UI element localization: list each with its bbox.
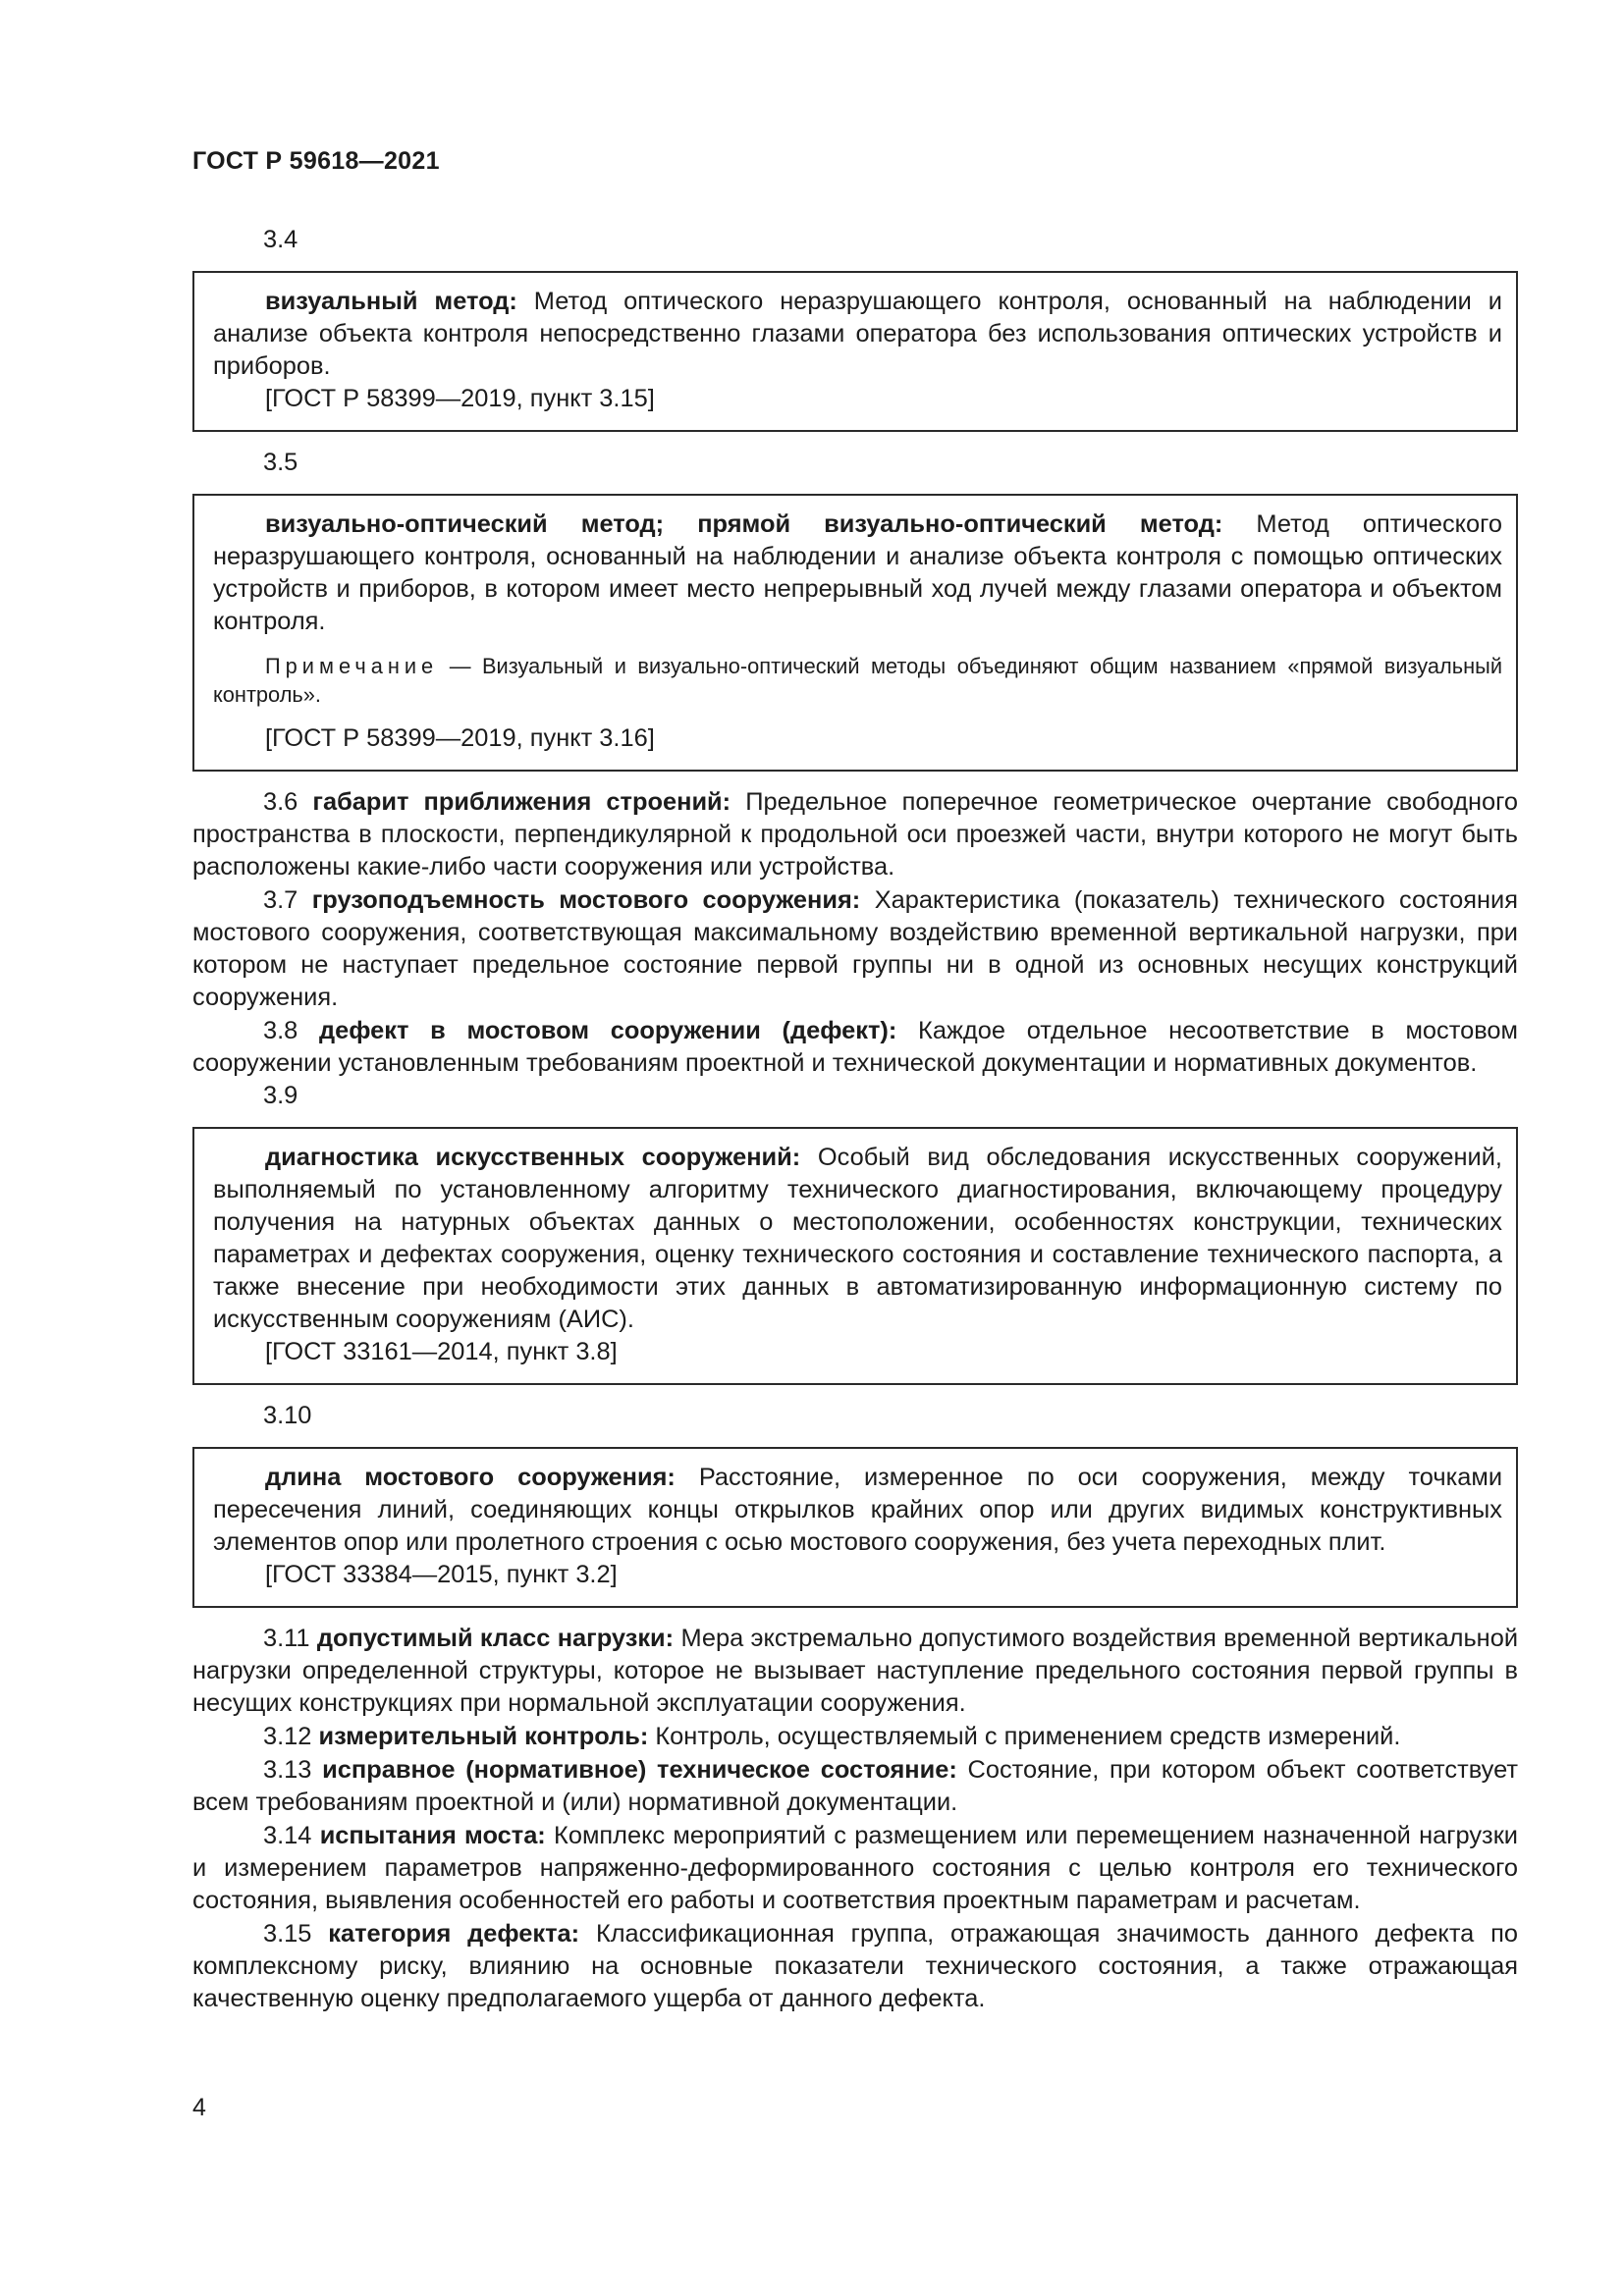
- term-source: [ГОСТ 33384—2015, пункт 3.2]: [265, 1561, 618, 1588]
- term-note: [213, 652, 1502, 709]
- term-title: грузоподъемность мостового сооружения:: [311, 886, 861, 914]
- term-title: визуальный метод:: [265, 288, 517, 315]
- term-entry-3-6: [192, 786, 1518, 883]
- term-definition: Метод оптического неразрушающего контроля, основанный на наблюдении и анализе объекта контроля непосредственно глазами оператора без использования оптических устройств и приборов.: [213, 288, 1502, 380]
- term-title: габарит приближения строений:: [312, 788, 731, 816]
- term-definition: Каждое отдельное несоответствие в мостовом сооружении установленным требованиям проектной и технической документации и нормативных документов.: [192, 1017, 1518, 1077]
- term-definition: Расстояние, измеренное по оси сооружения, между точками пересечения линий, соединяющих концы открылков крайних опор или других видимых конструктивных элементов опор или пролетного строения с осью мостового сооружения, без учета переходных плит.: [213, 1464, 1503, 1556]
- term-entry-3-7: [192, 884, 1518, 1014]
- term-number: 3.13: [263, 1756, 312, 1784]
- term-title: диагностика искусственных сооружений:: [265, 1144, 801, 1171]
- note-label: Примечание: [265, 654, 439, 678]
- term-number: 3.6: [263, 788, 298, 816]
- term-entry-3-11: [192, 1623, 1518, 1720]
- term-title: допустимый класс нагрузки:: [316, 1625, 675, 1652]
- term-title: визуально-оптический метод; прямой визуально-оптический метод:: [265, 510, 1223, 538]
- term-source: [ГОСТ 33161—2014, пункт 3.8]: [265, 1338, 618, 1365]
- term-definition: Комплекс мероприятий с размещением или перемещением назначенной нагрузки и измерением параметров напряженно-деформированного состояния с целью контроля его технического состояния, выявления особенностей его работы и соответствия проектным параметрам и расчетам.: [192, 1822, 1518, 1914]
- document-header: ГОСТ Р 59618—2021: [192, 147, 440, 175]
- term-entry-3-5: [213, 508, 1502, 638]
- term-number: 3.7: [263, 886, 298, 914]
- term-source: [ГОСТ Р 58399—2019, пункт 3.15]: [265, 385, 655, 412]
- term-source: [ГОСТ Р 58399—2019, пункт 3.16]: [265, 724, 655, 752]
- term-definition: Мера экстремально допустимого воздействия временной вертикальной нагрузки определенной структуры, которое не вызывает наступление предельного состояния первой группы в несущих конструкциях при нормальной эксплуатации сооружения.: [192, 1625, 1519, 1717]
- term-title: дефект в мостовом сооружении (дефект):: [319, 1017, 897, 1044]
- term-title: категория дефекта:: [328, 1920, 580, 1948]
- term-box-3-5: [192, 494, 1518, 772]
- term-number-3-4: 3.4: [263, 226, 298, 253]
- term-title: измерительный контроль:: [318, 1723, 649, 1750]
- term-entry-3-14: [192, 1820, 1518, 1917]
- term-definition: Состояние, при котором объект соответствует всем требованиям проектной и (или) нормативной документации.: [192, 1756, 1518, 1816]
- terms-section: [192, 224, 1518, 2016]
- term-title: испытания моста:: [319, 1822, 546, 1849]
- term-title: длина мостового сооружения:: [265, 1464, 676, 1491]
- term-number: 3.12: [263, 1723, 312, 1750]
- term-definition: Метод оптического неразрушающего контроля, основанный на наблюдении и анализе объекта контроля с помощью оптических устройств и приборов, в котором имеет место непрерывный ход лучей между глазами оператора и объектом контроля.: [213, 510, 1502, 635]
- term-definition: Классификационная группа, отражающая значимость данного дефекта по комплексному риску, влиянию на основные показатели технического состояния, а также отражающая качественную оценку предполагаемого ущерба от данного дефекта.: [192, 1920, 1518, 2012]
- term-box-3-4: [192, 271, 1518, 432]
- term-definition: Характеристика (показатель) технического состояния мостового сооружения, соответствующая максимальному воздействию временной вертикальной нагрузки, при котором не наступает предельное состояние первой группы ни в одной из основных несущих конструкций сооружения.: [192, 886, 1518, 1011]
- term-entry-3-10: [213, 1462, 1502, 1559]
- term-entry-3-8: [192, 1015, 1518, 1080]
- term-entry-3-13: [192, 1754, 1518, 1819]
- page-number: 4: [192, 2094, 206, 2121]
- term-number-3-9: 3.9: [263, 1082, 298, 1109]
- term-definition: Особый вид обследования искусственных сооружений, выполняемый по установленному алгоритму технического диагностирования, включающему процедуру получения на натурных объектах данных о местоположении, особенностях конструкции, технических параметрах и дефектах сооружения, оценку технического состояния и составление технического паспорта, а также внесение при необходимости этих данных в автоматизированную информационную систему по искусственным сооружениям (АИС).: [213, 1144, 1502, 1333]
- term-box-3-10: [192, 1447, 1518, 1608]
- term-title: исправное (нормативное) техническое состояние:: [322, 1756, 957, 1784]
- term-entry-3-15: [192, 1918, 1518, 2015]
- note-text: — Визуальный и визуально-оптический методы объединяют общим названием «прямой визуальный контроль».: [213, 654, 1502, 707]
- term-definition: Контроль, осуществляемый с применением средств измерений.: [655, 1723, 1401, 1750]
- term-entry-3-9: [213, 1142, 1502, 1336]
- term-number-3-5: 3.5: [263, 449, 298, 476]
- term-number-3-10: 3.10: [263, 1402, 312, 1429]
- term-entry-3-12: [192, 1721, 1518, 1753]
- term-number: 3.8: [263, 1017, 298, 1044]
- term-number: 3.14: [263, 1822, 312, 1849]
- term-number: 3.15: [263, 1920, 312, 1948]
- term-box-3-9: [192, 1127, 1518, 1385]
- term-entry-3-4: [213, 286, 1502, 383]
- term-number: 3.11: [263, 1625, 310, 1652]
- term-definition: Предельное поперечное геометрическое очертание свободного пространства в плоскости, перпендикулярной к продольной оси проезжей части, внутри которого не могут быть расположены какие-либо части сооружения или устройства.: [192, 788, 1518, 881]
